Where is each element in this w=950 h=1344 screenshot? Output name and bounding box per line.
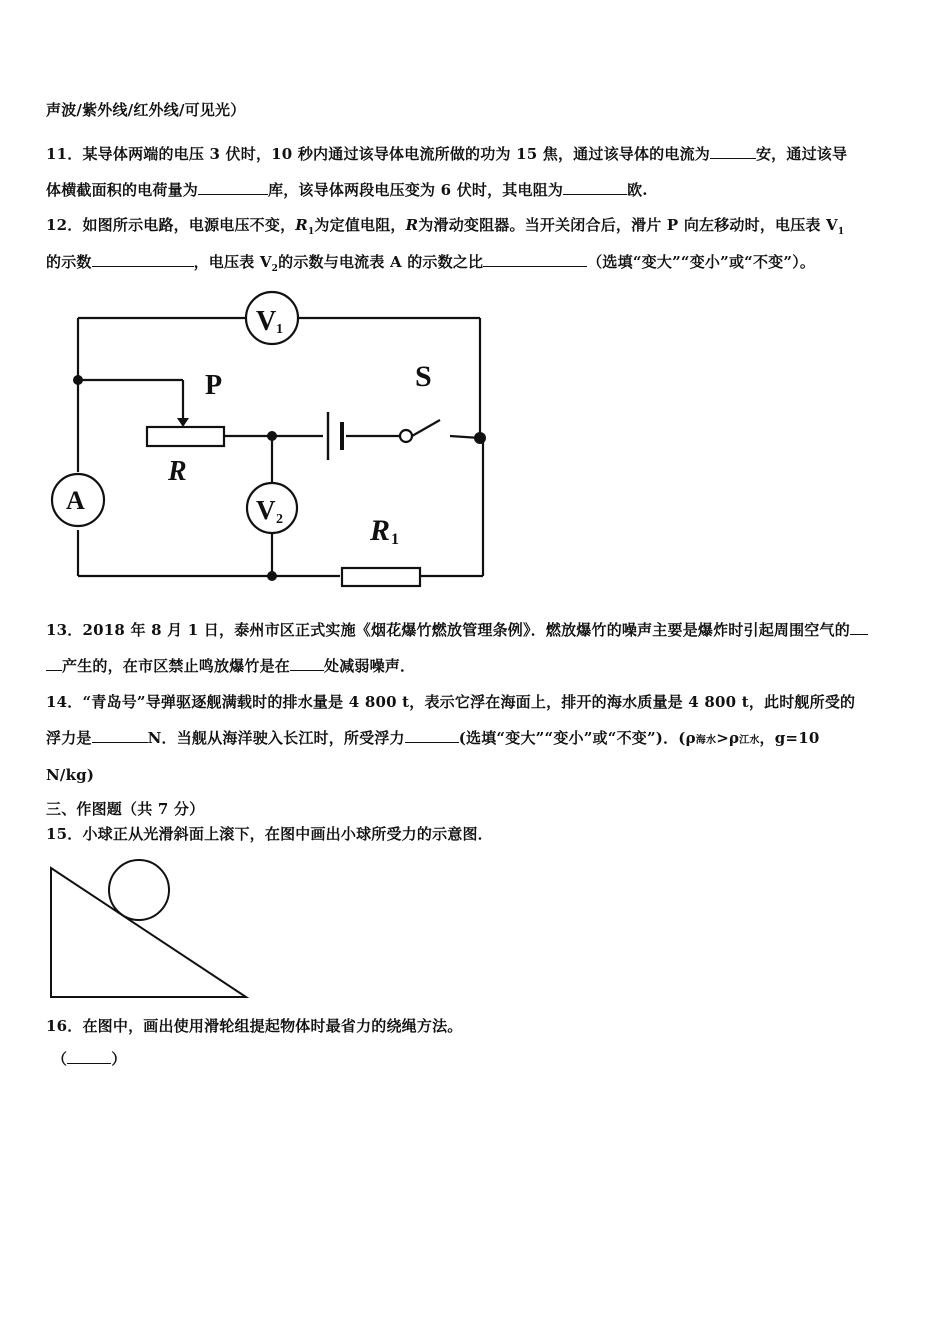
q11-blank-resistance[interactable] bbox=[563, 180, 627, 195]
q13-line1 bbox=[46, 620, 868, 640]
switch-contact bbox=[400, 430, 412, 442]
voltmeter-v2-label: V bbox=[256, 495, 276, 525]
q14-text-4: >ρ bbox=[716, 729, 740, 747]
switch-s-label: S bbox=[415, 360, 432, 393]
voltmeter-v2-sub: 2 bbox=[276, 512, 283, 527]
q11-text-4: 库，该导体两段电压变为 6 伏时，其电阻为 bbox=[268, 181, 564, 199]
q13-blank-1b[interactable] bbox=[46, 656, 62, 671]
q14-sea-sub: 海水 bbox=[695, 735, 717, 746]
q12-blank-v1[interactable] bbox=[92, 252, 194, 267]
q12-r1-symbol: R bbox=[295, 216, 308, 234]
q16-answer bbox=[52, 1049, 126, 1069]
q14-river-sub: 江水 bbox=[739, 735, 760, 746]
circuit-diagram bbox=[40, 290, 500, 595]
ball bbox=[109, 860, 169, 920]
q14-text-3: (选填“变大”“变小”或“不变”)．(ρ bbox=[458, 729, 696, 747]
q12-r1-sub: 1 bbox=[307, 227, 315, 237]
q11-text-3: 体横截面积的电荷量为 bbox=[46, 181, 199, 199]
q14-text-2: N．当舰从海洋驶入长江时，所受浮力 bbox=[147, 729, 405, 747]
q14-line1: 14．“青岛号”导弹驱逐舰满载时的排水量是 4 800 t，表示它浮在海面上，排开的海水质量是 4 800 t，此时舰所受的 bbox=[46, 693, 856, 711]
junction-dot bbox=[474, 432, 486, 444]
q12-text-1: 12．如图所示电路，电源电压不变， bbox=[46, 216, 296, 234]
q11-text-1: 11．某导体两端的电压 3 伏时，10 秒内通过该导体电流所做的功为 15 焦，通过该导体的电流为 bbox=[46, 145, 710, 163]
q10-tail: 声波/紫外线/红外线/可见光） bbox=[46, 101, 246, 119]
resistor-r1 bbox=[342, 568, 420, 586]
q12-v2-sub: 2 bbox=[271, 264, 279, 274]
q12-text-5: ，电压表 V bbox=[193, 253, 272, 271]
rheostat-r-label: R bbox=[168, 456, 187, 487]
q13-blank-1a[interactable] bbox=[850, 620, 868, 635]
q11-line2 bbox=[46, 180, 648, 200]
junction-dot bbox=[267, 431, 277, 441]
rheostat-r bbox=[147, 427, 224, 446]
ammeter-a-label: A bbox=[66, 486, 85, 515]
q12-v1-sub: 1 bbox=[837, 227, 845, 237]
section3-title: 三、作图题（共 7 分） bbox=[46, 800, 205, 818]
q16-text: 16．在图中，画出使用滑轮组提起物体时最省力的绕绳方法。 bbox=[46, 1017, 463, 1035]
slope-ball-figure bbox=[46, 852, 256, 1002]
q14-blank-buoyancy[interactable] bbox=[92, 728, 148, 743]
q12-text-7: （选填“变大”“变小”或“不变”）。 bbox=[587, 253, 816, 271]
q16-blank[interactable] bbox=[67, 1049, 111, 1064]
q12-text-4: 的示数 bbox=[46, 253, 92, 271]
resistor-r1-sub: 1 bbox=[391, 531, 399, 548]
q15-text: 15．小球正从光滑斜面上滚下，在图中画出小球所受力的示意图． bbox=[46, 825, 493, 843]
voltmeter-v1-sub: 1 bbox=[276, 322, 283, 337]
slider-p-label: P bbox=[205, 370, 223, 401]
q16-paren-close: ） bbox=[111, 1050, 127, 1068]
q12-r-symbol: R bbox=[405, 216, 419, 234]
q12-text-3: 为滑动变阻器。当开关闭合后，滑片 P 向左移动时，电压表 V bbox=[418, 216, 838, 234]
q13-line2 bbox=[46, 656, 415, 676]
q14-line3: N/kg) bbox=[46, 766, 95, 784]
junction-dot bbox=[73, 375, 83, 385]
junction-dot bbox=[267, 571, 277, 581]
q16-paren-open: （ bbox=[52, 1050, 68, 1068]
slider-arrow-icon bbox=[177, 418, 189, 427]
q14-text-5: ，g=10 bbox=[759, 729, 820, 747]
voltmeter-v1-label: V bbox=[256, 306, 277, 337]
q11-line1 bbox=[46, 144, 847, 164]
q14-blank-change[interactable] bbox=[405, 728, 459, 743]
q12-text-6: 的示数与电流表 A 的示数之比 bbox=[278, 253, 484, 271]
q11-text-2: 安，通过该导 bbox=[755, 145, 848, 163]
q13-text-1: 13．2018 年 8 月 1 日，泰州市区正式实施《烟花爆竹燃放管理条例》．燃放爆竹的噪声主要是爆炸时引起周围空气的 bbox=[46, 621, 850, 639]
q12-line1 bbox=[46, 215, 844, 242]
resistor-r1-label: R bbox=[370, 514, 391, 547]
q14-line2 bbox=[46, 728, 819, 751]
q11-blank-charge[interactable] bbox=[198, 180, 268, 195]
q13-text-3: 处减弱噪声． bbox=[324, 657, 416, 675]
q14-text-1: 浮力是 bbox=[46, 729, 92, 747]
q13-text-2: 产生的，在市区禁止鸣放爆竹是在 bbox=[62, 657, 291, 675]
q12-line2 bbox=[46, 252, 815, 279]
q12-blank-ratio[interactable] bbox=[483, 252, 587, 267]
q11-blank-current[interactable] bbox=[710, 144, 756, 159]
q12-text-2: 为定值电阻， bbox=[314, 216, 406, 234]
q11-text-5: 欧. bbox=[627, 181, 648, 199]
q13-blank-2[interactable] bbox=[290, 656, 324, 671]
